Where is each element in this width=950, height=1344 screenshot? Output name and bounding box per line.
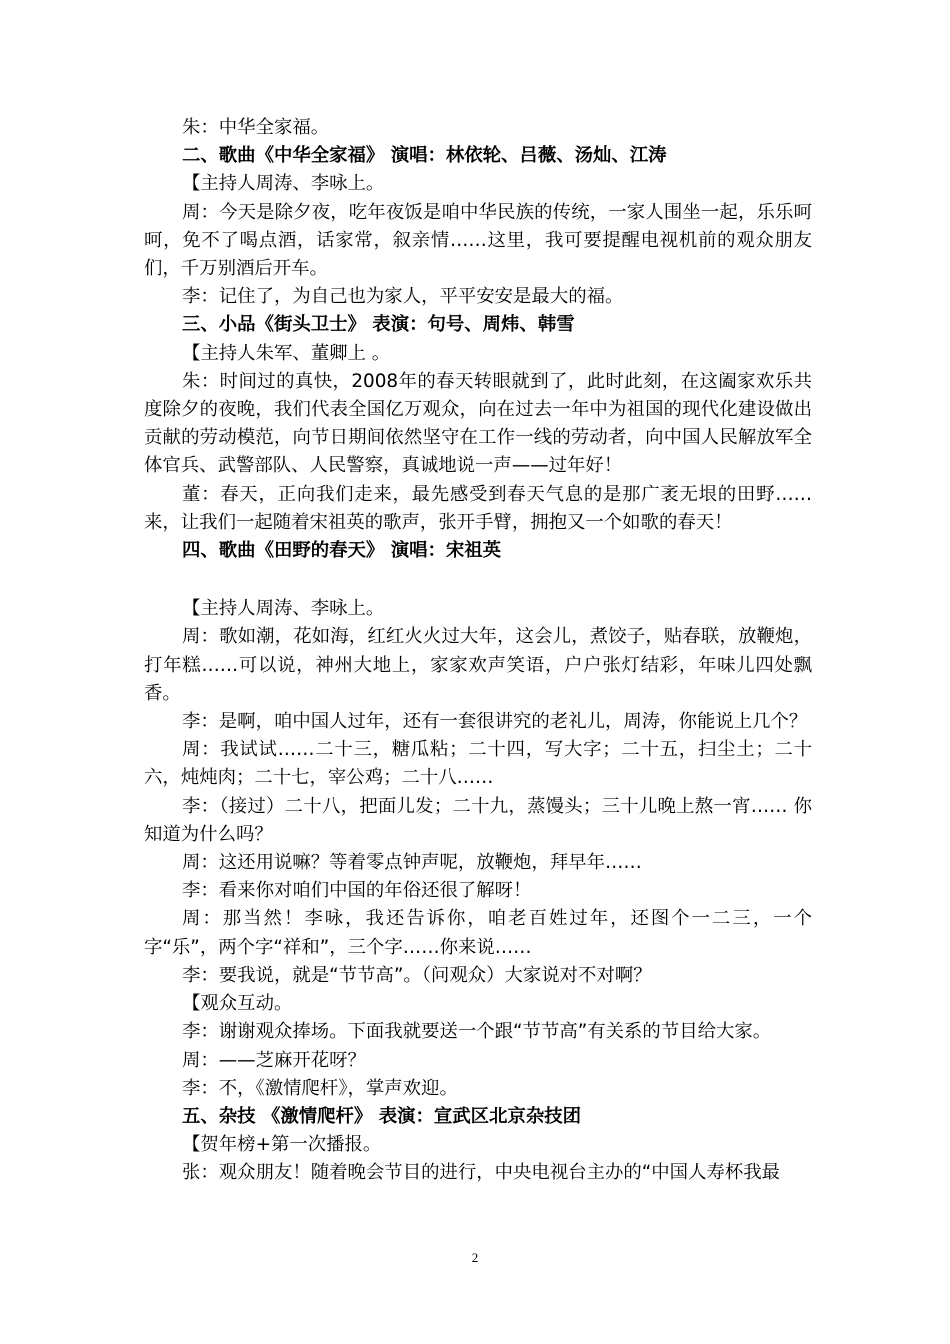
paragraph: 李：看来你对咱们中国的年俗还很了解呀！ (182, 880, 532, 902)
paragraph: 李：是啊，咱中国人过年，还有一套很讲究的老礼儿，周涛，你能说上几个？ (182, 711, 808, 733)
stage-direction: 【观众互动。 (182, 993, 293, 1015)
paragraph: 李：要我说，就是“节节高”。（问观众）大家说对不对啊？ (182, 964, 652, 986)
stage-direction: 【主持人周涛、李咏上。 (182, 598, 385, 620)
program-heading: 二、歌曲《中华全家福》 演唱：林依轮、吕薇、汤灿、江涛 (182, 145, 667, 167)
paragraph: 董：春天，正向我们走来，最先感受到春天气息的是那广袤无垠的田野……来，让我们一起随着宋祖英的歌声，张开手臂，拥抱又一个如歌的春天！ (144, 483, 812, 533)
paragraph: 周：这还用说嘛？等着零点钟声呢，放鞭炮，拜早年…… (182, 852, 642, 874)
paragraph: 周：我试试……二十三，糖瓜粘；二十四，写大字；二十五，扫尘土；二十六，炖炖肉；二十七，宰公鸡；二十八…… (144, 739, 812, 789)
paragraph: 李：（接过）二十八，把面儿发；二十九，蒸馒头；三十儿晚上熬一宵…… 你知道为什么吗？ (144, 795, 812, 845)
program-heading: 三、小品《街头卫士》 表演：句号、周炜、韩雪 (182, 314, 575, 336)
stage-direction: 【贺年榜+第一次播报。 (182, 1134, 382, 1156)
paragraph: 李：不，《激情爬杆》，掌声欢迎。 (182, 1077, 458, 1099)
paragraph: 朱：中华全家福。 (182, 117, 330, 138)
stage-direction: 【主持人周涛、李咏上。 (182, 173, 385, 195)
program-heading: 四、歌曲《田野的春天》 演唱：宋祖英 (182, 540, 502, 562)
paragraph: 李：谢谢观众捧场。下面我就要送一个跟“节节高”有关系的节目给大家。 (182, 1021, 772, 1043)
paragraph: 李：记住了，为自己也为家人，平平安安是最大的福。 (182, 286, 624, 308)
blank-line (144, 565, 812, 595)
paragraph: 周：歌如潮，花如海，红红火火过大年，这会儿，煮饺子，贴春联，放鞭炮，打年糕……可以说，神州大地上，家家欢声笑语，户户张灯结彩，年味儿四处飘香。 (144, 626, 812, 704)
stage-direction: 【主持人朱军、董卿上 。 (182, 342, 391, 364)
body-text (144, 114, 812, 1188)
page-number: 2 (471, 1250, 479, 1265)
program-heading: 五、杂技 《激情爬杆》 表演：宣武区北京杂技团 (182, 1105, 582, 1127)
paragraph: 周：——芝麻开花呀？ (182, 1049, 366, 1071)
paragraph: 周：今天是除夕夜，吃年夜饭是咱中华民族的传统，一家人围坐一起，乐乐呵呵，免不了喝点酒，话家常，叙亲情……这里，我可要提醒电视机前的观众朋友们，千万别酒后开车。 (144, 201, 812, 280)
paragraph: 朱：时间过的真快，2008年的春天转眼就到了，此时此刻，在这阖家欢乐共度除夕的夜晚，我们代表全国亿万观众，向在过去一年中为祖国的现代化建设做出贡献的劳动模范，向节日期间依然坚守在工作一线的劳动者，向中国人民解放军全体官兵、武警部队、人民警察，真诚地说一声——过年好！ (144, 370, 812, 477)
paragraph: 周：那当然！李咏，我还告诉你，咱老百姓过年，还图个一二三，一个字“乐”，两个字“祥和”，三个字……你来说…… (144, 908, 812, 958)
paragraph: 张：观众朋友！随着晚会节目的进行，中央电视台主办的“中国人寿杯我最 (182, 1162, 781, 1184)
